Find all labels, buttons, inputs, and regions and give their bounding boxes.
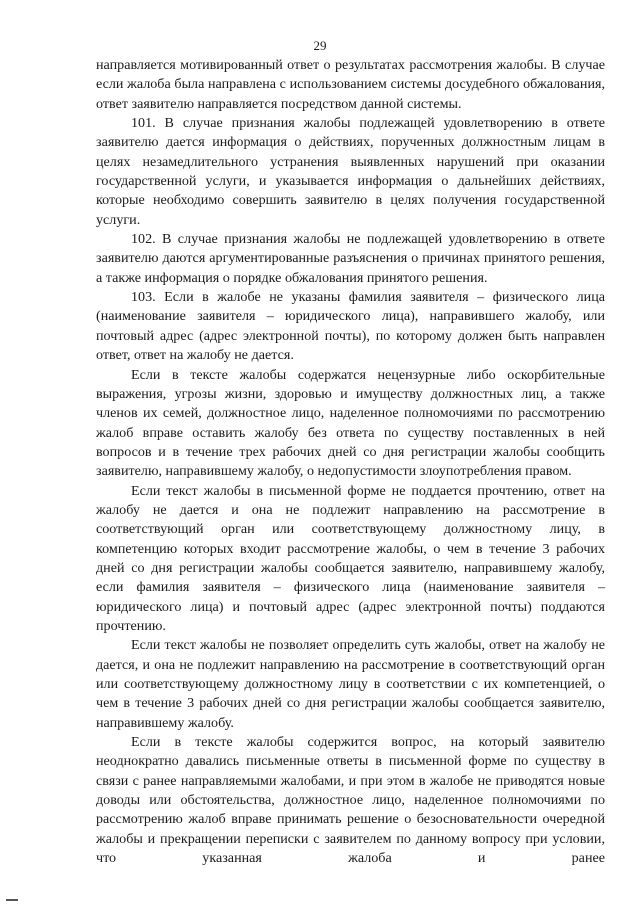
paragraph-continuation: направляется мотивированный ответ о результатах рассмотрения жалобы. В случае если жалоба была направлена с использованием системы досудебного обжалования, ответ заявителю направляется посредством данной системы. xyxy=(96,57,605,112)
paragraph-obscene-content: Если в тексте жалобы содержатся нецензурные либо оскорбительные выражения, угрозы жизни, здоровью и имуществу должностных лиц, а также членов их семей, должностное лицо, наделенное полномочиями по рассмотрению жалоб вправе оставить жалобу без ответа по существу поставленных в ней вопросов и в течение трех рабочих дней со дня регистрации жалобы сообщить заявителю, направившему жалобу, о недопустимости злоупотребления правом. xyxy=(96,366,605,480)
paragraph-101: 101. В случае признания жалобы подлежащей удовлетворению в ответе заявителю дается информация о действиях, порученных должностным лицам в целях незамедлительного устранения выявленных нарушений при оказании государственной услуги, и указывается информация о дальнейших действиях, которые необходимо совершить заявителю в целях получения государственной услуги. xyxy=(96,115,605,228)
paragraph-102: 102. В случае признания жалобы не подлежащей удовлетворению в ответе заявителю даются аргументированные разъяснения о причинах принятого решения, а также информация о порядке обжалования принятого решения. xyxy=(96,231,605,286)
paragraph-undefined-essence: Если текст жалобы не позволяет определить суть жалобы, ответ на жалобу не дается, и она не подлежит направлению на рассмотрение в соответствующий орган или соответствующему должностному лицу в соответствии с их компетенцией, о чем в течение 3 рабочих дней со дня регистрации жалобы сообщается заявителю, направившему жалобу. xyxy=(96,637,605,731)
paragraph-repeated-question: Если в тексте жалобы содержится вопрос, на который заявителю неоднократно давались письменные ответы в письменной форме по существу в связи с ранее направляемыми жалобами, и при этом в жалобе не приводятся новые доводы или обстоятельства, должностное лицо, наделенное полномочиями по рассмотрению жалоб вправе принимать решение о безосновательности очередной жалобы и прекращении переписки с заявителем по данному вопросу при условии, что указанная жалоба и ранее xyxy=(96,734,605,867)
paragraph-unreadable-text: Если текст жалобы в письменной форме не поддается прочтению, ответ на жалобу не дается и она не подлежит направлению на рассмотрение в соответствующий орган или соответствующему должностному лицу, в компетенцию которых входит рассмотрение жалобы, о чем в течение 3 рабочих дней со дня регистрации жалобы сообщается заявителю, направившему жалобу, если фамилия заявителя – физического лица (наименование заявителя – юридического лица) и почтовый адрес (адрес электронной почты) поддаются прочтению. xyxy=(96,482,605,634)
page-number: 29 xyxy=(313,38,327,53)
paragraph-103: 103. Если в жалобе не указаны фамилия заявителя – физического лица (наименование заявителя – юридического лица), направившего жалобу, или почтовый адрес (адрес электронной почты), по которому должен быть направлен ответ, ответ на жалобу не дается. xyxy=(96,289,605,364)
scan-mark xyxy=(6,899,18,901)
document-body xyxy=(96,56,605,868)
